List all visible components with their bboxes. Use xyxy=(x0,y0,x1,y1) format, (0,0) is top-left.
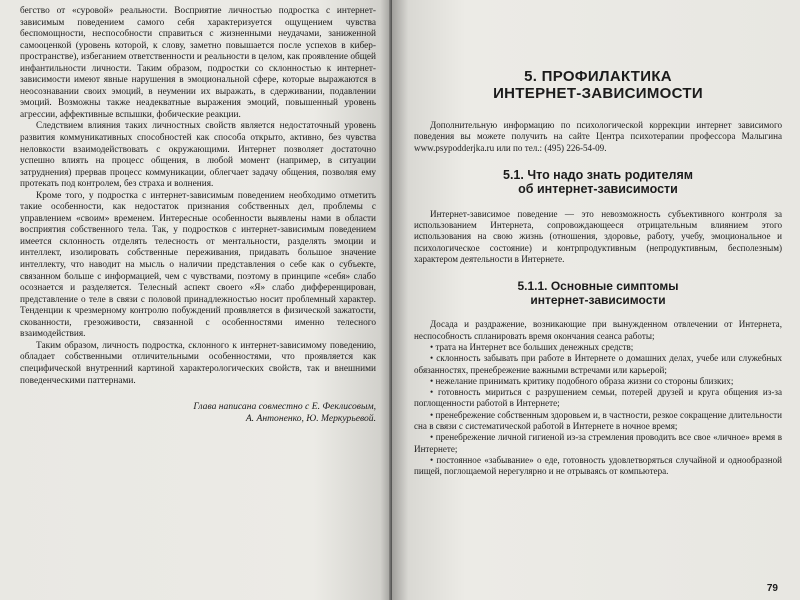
section-title-line-2: об интернет-зависимости xyxy=(518,182,678,197)
left-paragraph-1: бегство от «суровой» реальности. Восприятие личностью подростка с интернет-зависимым поведением самого себя характеризуется ощущением чувства беспомощности, неспособности справиться с жизненными неудачами, заниженной самооценкой (уровень которой, к слову, заметно повышается после успехов в кибер-пространстве), избеганием ответственности и реальности в целом, как проявление общей инфантильности личности. Таким образом, подростки со склонностью к интернет-зависимости имеют явные нарушения в эмоциональной сфере, которые выражаются в неосознавании своих эмоций, в неумении их выражать, в сдерживании, подавлении эмоций. Возможны также неадекватные выражения эмоций, повышенный уровень агрессии, аффективные вспышки, фобические реакции. xyxy=(20,6,376,120)
chapter-title-line-1: 5. ПРОФИЛАКТИКА xyxy=(524,68,672,85)
left-paragraph-2: Следствием влияния таких личностных свойств является недостаточный уровень развития коммуникативных способностей как способа открыто, активно, без чувства неловкости взаимодействовать с окружающими. Интернет позволяет достаточно успешно влиять на процесс общения, в любой момент (например, в ситуации затруднения) прервав процесс коммуникации, облегчает задачу общения, позволяя ему протекать под контролем, без страха и волнения. xyxy=(20,121,376,190)
symptom-item: • нежелание принимать критику подобного образа жизни со стороны близких; xyxy=(430,375,734,386)
symptom-item: • пренебрежение собственным здоровьем и, в частности, резкое сокращение длительности сна в связи с систематической работой в Интернете в ночное время; xyxy=(414,409,782,432)
section-title-line-1: 5.1. Что надо знать родителям xyxy=(503,167,693,182)
symptom-item: • трата на Интернет все больших денежных средств; xyxy=(430,341,634,352)
credits-line-1: Глава написана совместно с Е. Феклисовым, xyxy=(193,401,376,413)
chapter-title xyxy=(414,68,782,102)
subsection-title xyxy=(414,279,782,307)
subsection-title-line-2: интернет-зависимости xyxy=(530,293,666,308)
page-number: 79 xyxy=(766,583,778,594)
symptom-item: • склонность забывать при работе в Интернете о домашних делах, учебе или служебных обязанностях, пренебрежение важными встречами или карьерой; xyxy=(414,353,782,375)
section-title xyxy=(414,168,782,197)
left-paragraph-3: Кроме того, у подростка с интернет-зависимым поведением необходимо отметить такие особенности, как недостаток признания собственных дел, проблемы с управлением «своим» временем. Интересные особенности выявлены нами в области восприятия собственного тела. Так, у подростков с интернет-зависимым поведением имеется склонность отделять телесность от ментальности, разделять эмоции и интеллект, изолировать собственные переживания, придавать большое значение интеллекту, что наводит на мысль о наличии представления о себе как о субъекте, связанном больше с информацией, чем с чувствами, поэтому в принципе «себя» слабо осознается и разделяется. Телесный аспект своего «Я» слабо дифференцирован, представление о теле в связи с половой принадлежностью носит проблемный характер. Тенденции к чрезмерному контролю побуждений проявляется в физической зажатости, скованности, грезоживости, связанной с особенностями именно телесного взаимодействия. xyxy=(20,190,376,340)
right-page xyxy=(392,0,800,600)
subsection-intro: Досада и раздражение, возникающие при вынужденном отвлечении от Интернета, неспособность спланировать время окончания сеанса работы; xyxy=(414,319,782,341)
symptom-item: • готовность мириться с разрушением семьи, потерей друзей и круга общения из-за поглощенности работой в Интернете; xyxy=(414,387,782,409)
left-paragraph-4: Таким образом, личность подростка, склонного к интернет-зависимому поведению, обладает собственными отличительными особенностями, что проявляется как специфической внутренний картиной характерологических свойств, так и внешними поведенческими паттернами. xyxy=(20,340,376,386)
chapter-credits xyxy=(20,401,376,425)
chapter-title-line-2: ИНТЕРНЕТ-ЗАВИСИМОСТИ xyxy=(493,85,703,102)
symptom-item: • постоянное «забывание» о еде, готовность удовлетворяться случайной и однообразной пищей, поглощаемой нерегулярно и не отрываясь от компьютера. xyxy=(414,454,782,477)
section-text: Интернет-зависимое поведение — это невозможность субъективного контроля за использованием Интернета, сопровождающееся отрицательным влиянием этого использования на свою жизнь (отношения, здоровье, работу, учебу, эмоциональное и психологическое состояние) и контрпродуктивным (непродуктивным, бесполезным) характером деятельности в Интернете. xyxy=(414,208,782,265)
chapter-intro: Дополнительную информацию по психологической коррекции интернет зависимого поведения вы можете получить на сайте Центра психотерапии профессора Малыгина www.psypodderjka.ru или по тел.: (495) 226-54-09. xyxy=(414,120,782,153)
subsection-title-line-1: 5.1.1. Основные симптомы xyxy=(517,279,679,294)
symptom-item: • пренебрежение личной гигиеной из-за стремления проводить все свое «личное» время в Интернете; xyxy=(414,432,782,454)
left-page xyxy=(0,0,392,600)
credits-line-2: А. Антоненко, Ю. Меркурьевой. xyxy=(245,413,376,425)
